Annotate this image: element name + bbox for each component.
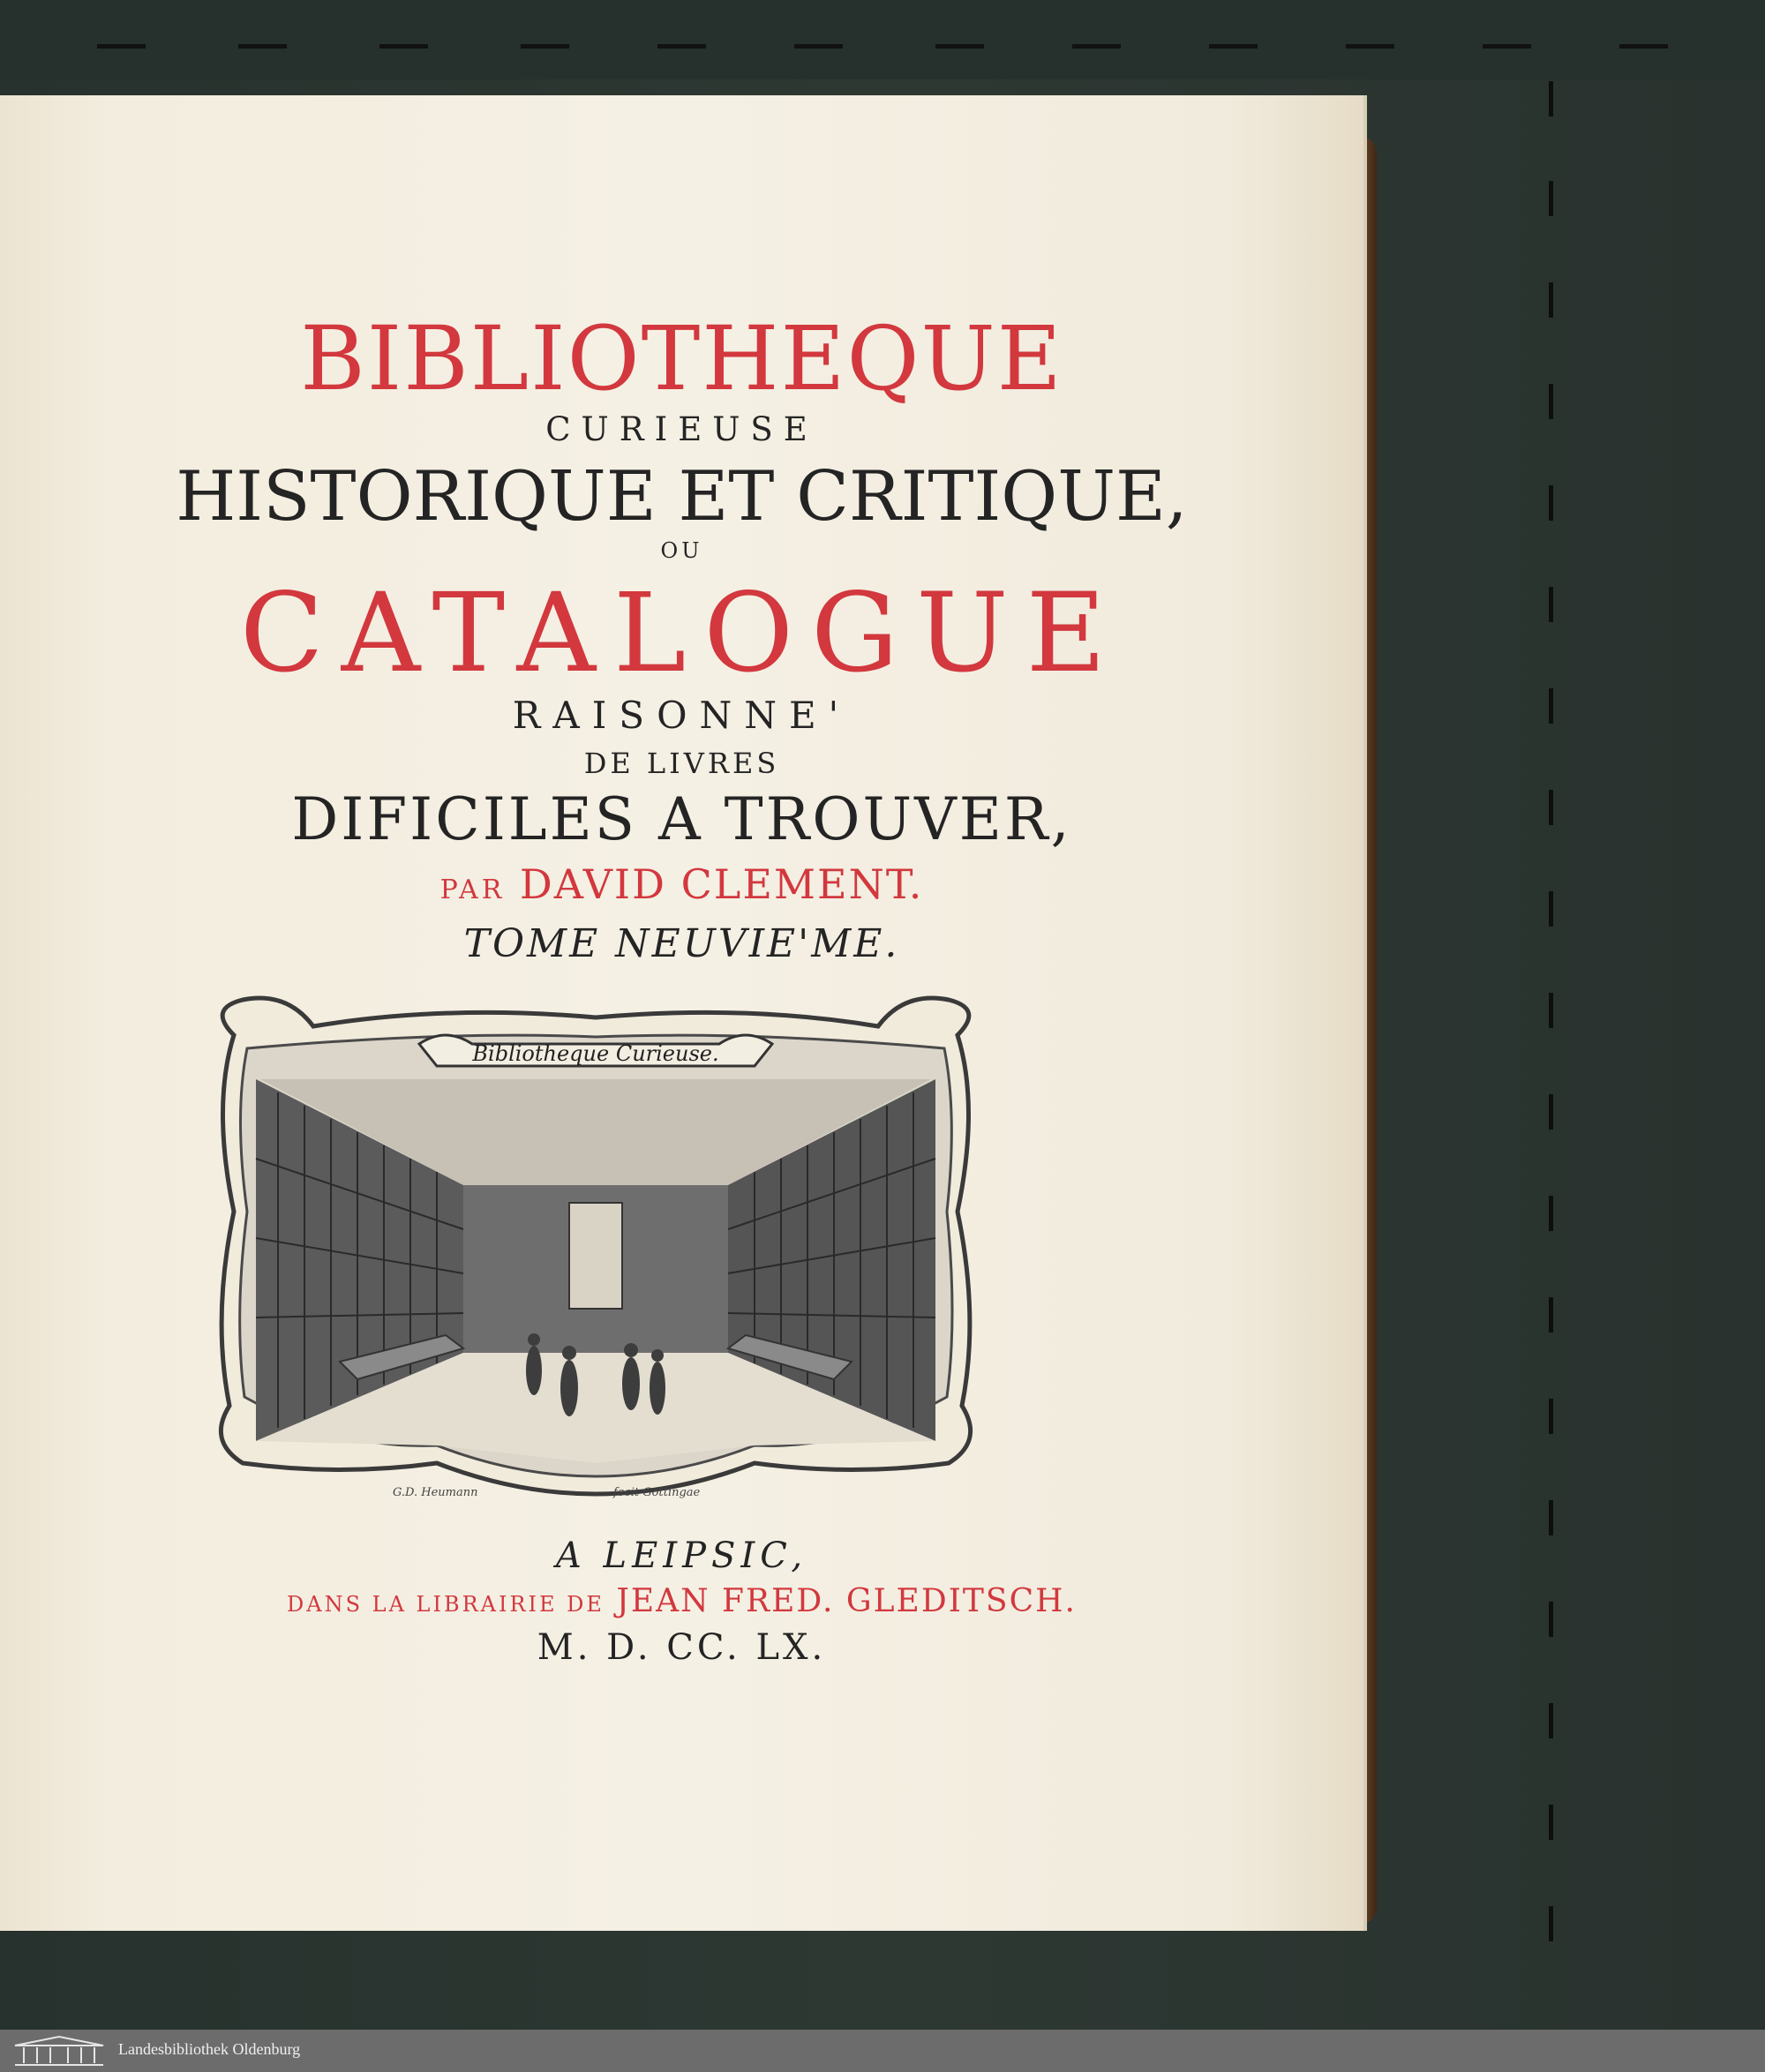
author-par: PAR	[439, 875, 506, 905]
library-engraving	[181, 982, 1010, 1512]
scan-ruler	[0, 0, 1765, 79]
engraver-signature-right: fecit Gottingae	[613, 1486, 701, 1499]
title-catalogue: CATALOGUE	[239, 570, 1124, 697]
author-line	[0, 860, 1363, 908]
imprint-place: A LEIPSIC,	[555, 1535, 808, 1576]
title-de-livres: DE LIVRES	[583, 747, 780, 780]
title-bibliotheque: BIBLIOTHEQUE	[300, 307, 1063, 410]
engraver-signature-left: G.D. Heumann	[393, 1486, 478, 1499]
title-historique: HISTORIQUE ET CRITIQUE,	[176, 457, 1188, 537]
volume-line: TOME NEUVIE'ME.	[463, 921, 900, 966]
title-curieuse: CURIEUSE	[545, 410, 818, 448]
title-ou: OU	[660, 538, 703, 563]
library-name: Landesbibliothek Oldenburg	[118, 2040, 301, 2058]
title-dificiles: DIFICILES A TROUVER,	[291, 785, 1072, 853]
engraving-banner: Bibliotheque Curieuse.	[472, 1041, 719, 1066]
imprint-dans: DANS LA LIBRAIRIE DE	[287, 1592, 605, 1617]
title-page	[0, 95, 1367, 1931]
imprint-publisher-line	[0, 1583, 1363, 1619]
author-name: DAVID CLEMENT.	[519, 860, 924, 908]
imprint-publisher: JEAN FRED. GLEDITSCH.	[616, 1583, 1077, 1619]
imprint-date: M. D. CC. LX.	[537, 1627, 827, 1668]
library-building-icon	[11, 2033, 108, 2068]
title-raisonne: RAISONNE'	[512, 694, 852, 737]
